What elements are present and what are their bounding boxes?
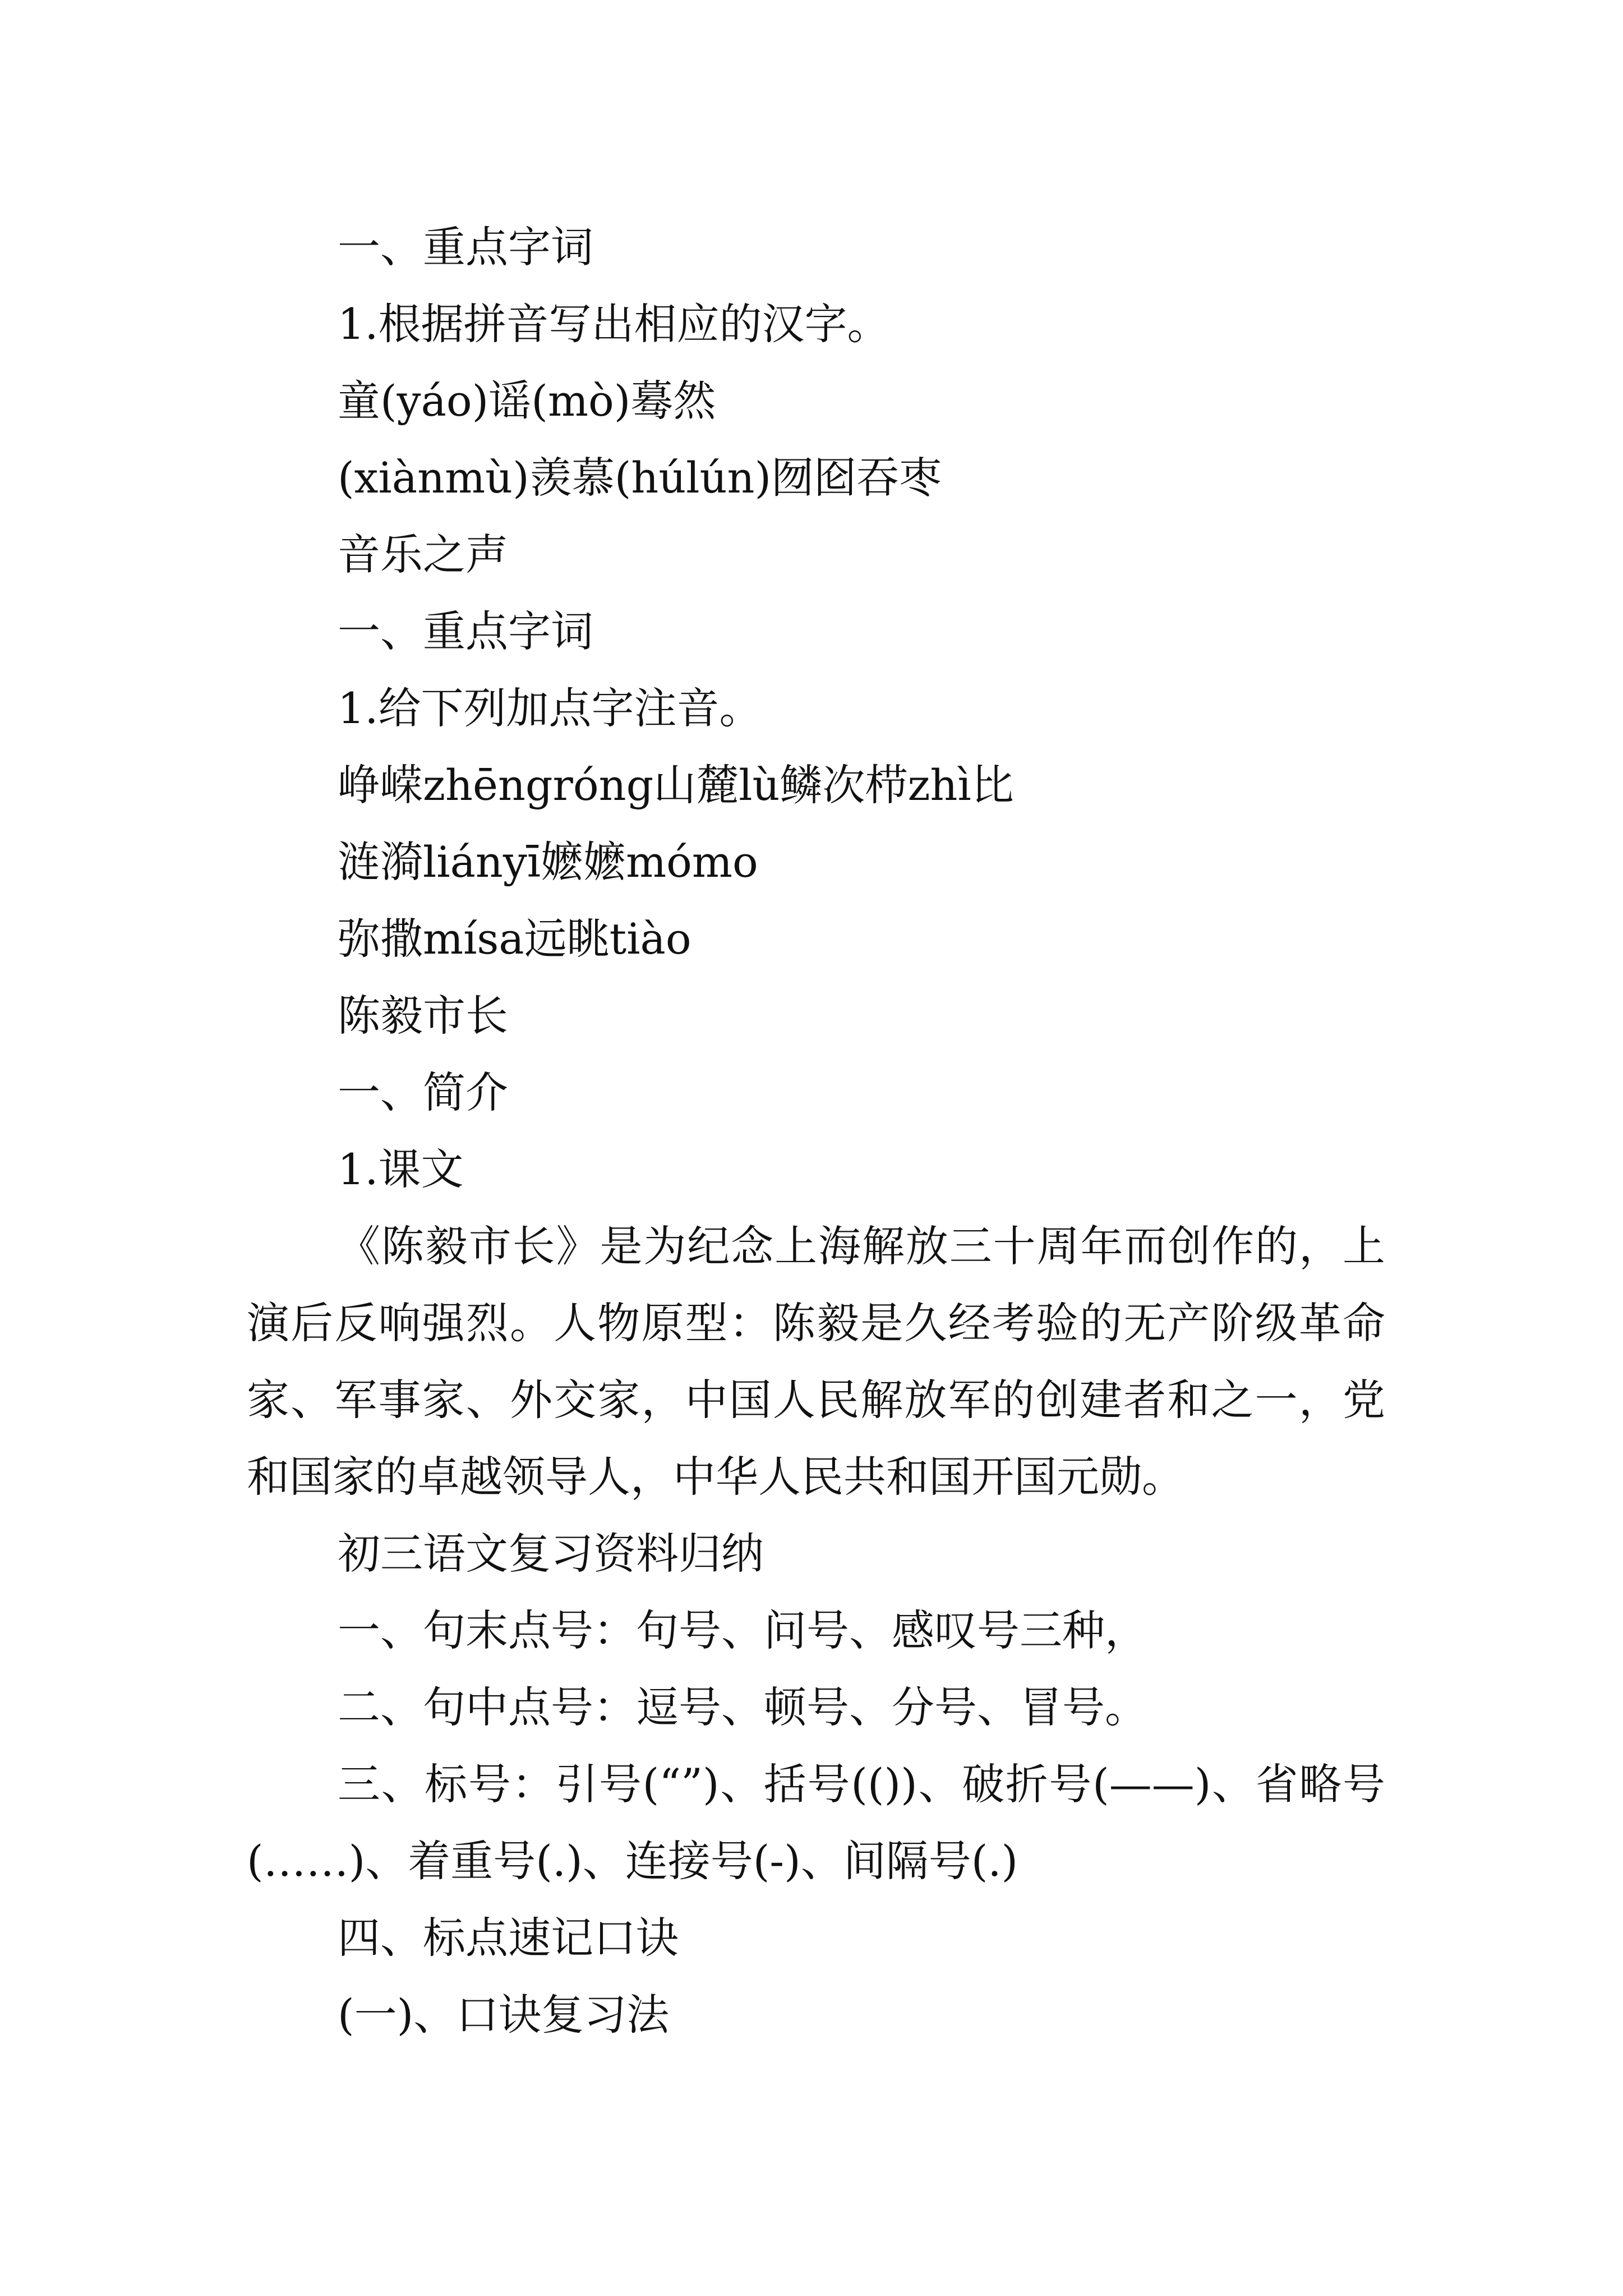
exercise-instruction: 1.根据拼音写出相应的汉字。 [338,299,890,349]
punctuation-paragraph: 三、标号：引号(“”)、括号(())、破折号(——)、省略号(……)、着重号(.)、连接号(-)、间隔号(.) [247,1759,1385,1886]
pinyin-line: 涟漪liányī嬷嬷mómo [338,837,758,887]
pinyin-line: (xiànmù)羡慕(húlún)囫囵吞枣 [338,453,942,503]
intro-paragraph: 《陈毅市长》是为纪念上海解放三十周年而创作的，上演后反响强烈。人物原型：陈毅是久经考验的无产阶级革命家、军事家、外交家，中国人民解放军的创建者和之一，党和国家的卓越领导人，中华人民共和国开国元勋。 [247,1221,1385,1502]
subsection-heading: 1.课文 [338,1144,464,1194]
subsection-heading: (一)、口诀复习法 [338,1990,670,2040]
section-heading: 一、重点字词 [338,606,593,656]
section-heading: 一、重点字词 [338,222,593,272]
lesson-title: 陈毅市长 [338,991,508,1041]
pinyin-line: 弥撒mísa远眺tiào [338,914,691,964]
section-heading: 四、标点速记口诀 [338,1913,679,1963]
punctuation-item: 二、句中点号：逗号、顿号、分号、冒号。 [338,1682,1147,1732]
document-title: 初三语文复习资料归纳 [338,1529,764,1579]
punctuation-item: 一、句末点号：句号、问号、感叹号三种， [338,1605,1147,1655]
pinyin-line: 童(yáo)谣(mò)蓦然 [338,376,716,426]
document-body [247,209,1385,2053]
pinyin-line: 峥嵘zhēngróng山麓lù鳞次栉zhì比 [338,760,1014,810]
exercise-instruction: 1.给下列加点字注音。 [338,683,762,733]
section-heading: 一、简介 [338,1068,508,1117]
lesson-title: 音乐之声 [338,530,508,579]
